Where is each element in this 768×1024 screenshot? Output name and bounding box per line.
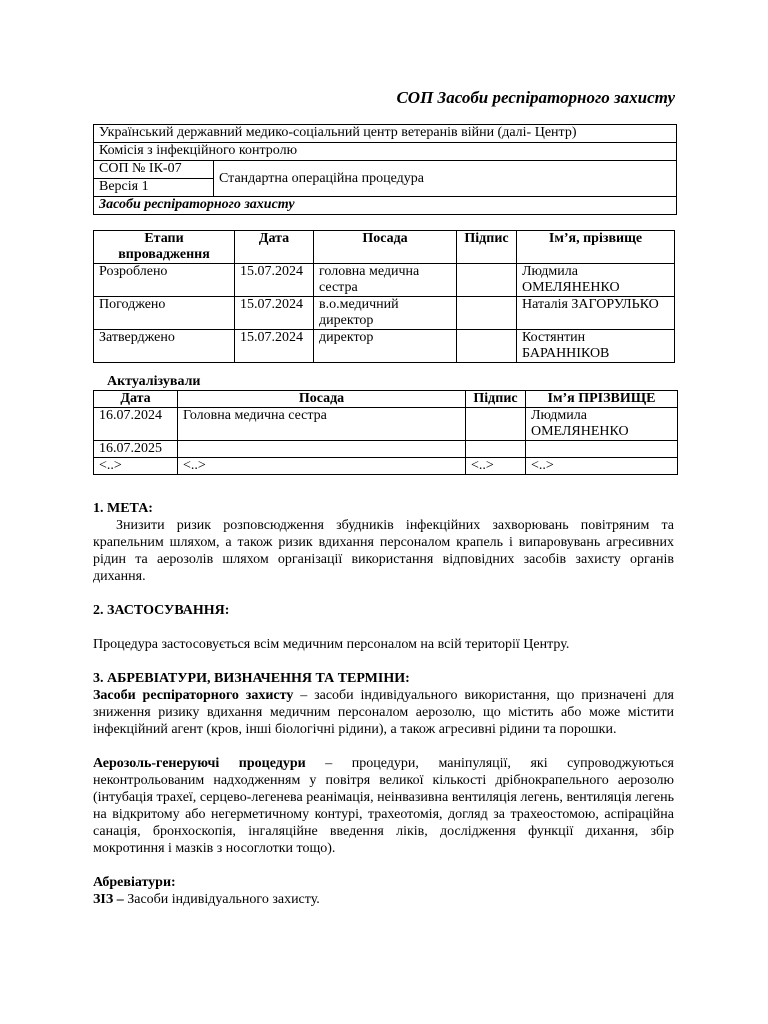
signature-cell [457,330,517,363]
stages-header-stage: Етапи впровадження [94,231,235,264]
name-cell [526,441,678,458]
signature-cell [457,297,517,330]
table-row [94,441,678,458]
goal-text: Знизити ризик розповсюдження збудників інфекційних захворювань повітряним та крапельним шляхом, а також ризик вдихання персоналом крапель і випаровувань агресивних рідин та аерозолів шляхом організації використання відповідних засобів захисту органів дихання. [93,518,674,584]
updates-table [93,390,678,475]
table-row [94,330,675,363]
page-title: СОП Засоби респіраторного захисту [396,88,675,107]
table-row [94,297,675,330]
info-table [93,124,677,215]
position-cell: головна медична сестра [314,264,457,297]
position-cell: <..> [178,458,466,475]
date-cell: 16.07.2025 [94,441,178,458]
stage-cell: Розроблено [94,264,235,297]
procedure-type-cell: Стандартна операційна процедура [214,161,677,197]
table-row [94,264,675,297]
stage-cell: Затверджено [94,330,235,363]
term-name: Аерозоль-генеруючі процедури [93,756,306,771]
stages-header-signature: Підпис [457,231,517,264]
date-cell: 15.07.2024 [235,297,314,330]
info-row-institution [94,125,677,143]
position-cell: Головна медична сестра [178,408,466,441]
sop-number-cell: СОП № ІК-07 [94,161,214,179]
term-text: – засоби індивідуального використання, що призначені для зниження ризику вдихання медичним персоналом аерозолю, що містить або може містити інфекційний агент (кров, інші біологічні рідини), а також агресивні рідини та порошки. [93,688,674,737]
document-body [93,500,674,908]
table-row [94,458,678,475]
stages-header-name: Ім’я, прізвище [517,231,675,264]
stages-header-position: Посада [314,231,457,264]
term-name: Засоби респіраторного захисту [93,688,294,703]
terms-heading: 3. АБРЕВІАТУРИ, ВИЗНАЧЕННЯ ТА ТЕРМІНИ: [93,671,410,686]
updates-header-position: Посада [178,391,466,408]
name-cell: Наталія ЗАГОРУЛЬКО [517,297,675,330]
institution-cell: Український державний медико-соціальний центр ветеранів війни (далі- Центр) [94,125,677,143]
position-cell: в.о.медичний директор [314,297,457,330]
table-row [94,408,678,441]
updates-header-signature: Підпис [466,391,526,408]
stages-header-row [94,231,675,264]
updates-caption: Актуалізували [107,374,201,389]
abbr-text: Засоби індивідуального захисту. [123,892,320,907]
scope-text: Процедура застосовується всім медичним персоналом на всій території Центру. [93,637,570,652]
date-cell: <..> [94,458,178,475]
signature-cell [466,441,526,458]
position-cell: директор [314,330,457,363]
term-definition-respiratory [93,687,674,738]
info-row-commission [94,143,677,161]
signature-cell [466,408,526,441]
abbreviation-ziz [93,891,674,908]
position-cell [178,441,466,458]
signature-cell [457,264,517,297]
stages-header-date: Дата [235,231,314,264]
signature-cell: <..> [466,458,526,475]
scope-heading: 2. ЗАСТОСУВАННЯ: [93,603,230,618]
info-row-subject [94,197,677,215]
name-cell: Людмила ОМЕЛЯНЕНКО [526,408,678,441]
abbr-name: ЗІЗ – [93,892,124,907]
updates-header-date: Дата [94,391,178,408]
date-cell: 15.07.2024 [235,330,314,363]
subject-cell: Засоби респіраторного захисту [94,197,677,215]
updates-header-row [94,391,678,408]
abbreviations-heading: Абревіатури: [93,875,176,890]
name-cell: Костянтин БАРАННІКОВ [517,330,675,363]
updates-header-name: Ім’я ПРІЗВИЩЕ [526,391,678,408]
version-cell: Версія 1 [94,179,214,197]
date-cell: 15.07.2024 [235,264,314,297]
term-text: – процедури, маніпуляції, які супроводжуються неконтрольованим надходженням у повітря великої кількості дрібнокрапельного аерозолю (інтубація трахеї, серцево-легенева реанімація, неінвазивна вентиляція легень, вентиляція легень на відкритому або негерметичному контурі, трахеотомія, догляд за трахеостомою, аспіраційна санація, бронхоскопія, інгаляційне введення ліків, дослідження функції дихання, збір мокротиння і мазків з носоглотки тощо). [93,756,674,856]
goal-heading: 1. МЕТА: [93,501,153,516]
commission-cell: Комісія з інфекційного контролю [94,143,677,161]
date-cell: 16.07.2024 [94,408,178,441]
info-row-sop [94,161,677,179]
stages-table [93,230,675,363]
stage-cell: Погоджено [94,297,235,330]
name-cell: <..> [526,458,678,475]
term-definition-aerosol [93,755,674,857]
name-cell: Людмила ОМЕЛЯНЕНКО [517,264,675,297]
